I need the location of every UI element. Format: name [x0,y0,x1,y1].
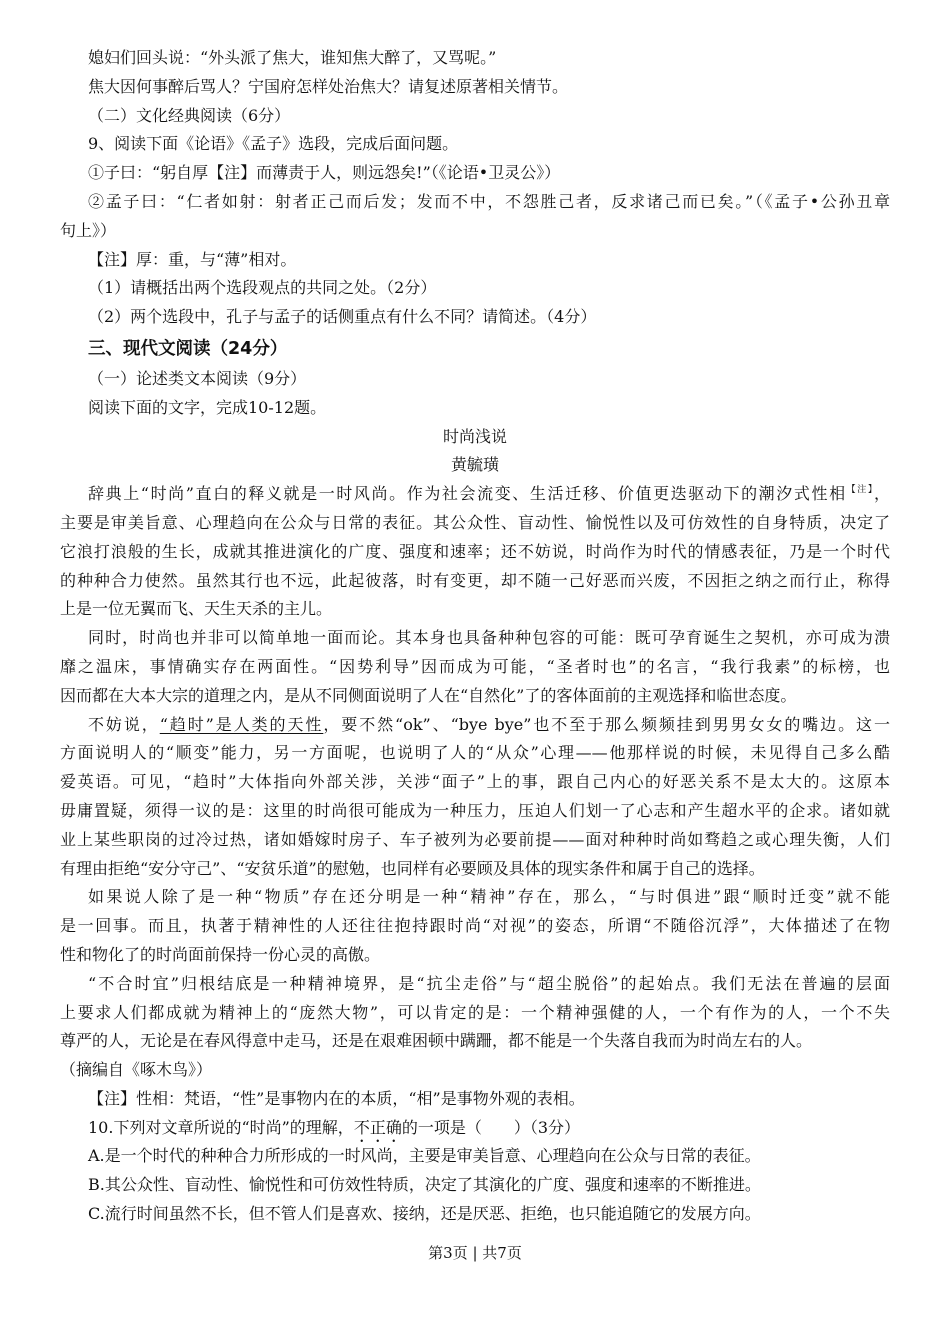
text-line: 焦大因何事醉后骂人？宁国府怎样处治焦大？请复述原著相关情节。 [88,76,569,96]
question-line [60,73,890,102]
question-line [60,246,890,275]
question-line [60,274,890,303]
question-line [60,1114,890,1143]
text-line: 上是一位无翼而飞、天生天杀的主儿。 [60,599,333,619]
text-line: A.是一个时代的种种合力所形成的一时风尚，主要是审美旨意、心理趋向在公众与日常的表征。 [88,1146,761,1166]
paragraph [60,480,890,624]
text-line: 业上某些职岗的过冷过热，诸如婚嫁时房子、车子被列为必要前提——面对种种时尚如骛趋之或心理失衡，人们 [60,829,890,849]
source-note [60,1056,890,1085]
text-line: 【注】性相：梵语，“性”是事物内在的本质，“相”是事物外观的表相。 [88,1088,585,1108]
text-line: B.其公众性、盲动性、愉悦性和可仿效性特质，决定了其演化的广度、强度和速率的不断推进。 [88,1175,761,1195]
question-line [60,394,890,423]
text-line: 三、现代文阅读（24分） [88,338,288,359]
text-line: 靡之温床，事情确实存在两面性。“因势利导”因而成为可能，“圣者时也”的名言，“我行我素”的标榜，也 [60,656,890,676]
text-line: 【注】厚：重，与“薄”相对。 [88,249,297,269]
text-line: （2）两个选段中，孔子与孟子的话侧重点有什么不同？请简述。（4分） [88,307,597,327]
text-line: 句上》） [60,220,117,240]
text-line: 它浪打浪般的生长，成就其推进演化的广度、强度和速率；还不妨说，时尚作为时代的情感表征，乃是一个时代 [60,541,890,561]
question-line [60,1085,890,1114]
text-line [60,711,890,740]
document-body [60,44,890,1229]
text-line: 时尚浅说 [442,426,507,446]
paragraph [60,970,890,1056]
text-line: （1）请概括出两个选段观点的共同之处。（2分） [88,278,437,298]
paragraph [60,711,890,884]
text-line: 爱英语。可见，“趋时”大体指向外部关涉，关涉“面子”上的事，跟自己内心的好恶关系不是太大的。这原本 [60,772,890,792]
text-line: 方面说明人的“顺变”能力，另一方面呢，也说明了人的“从众”心理——他那样说的时候，未见得自己多么酷 [60,743,890,763]
text-line: ①子曰：“躬自厚【注】而薄责于人，则远怨矣!”（《论语•卫灵公》） [88,163,561,183]
question-line [60,130,890,159]
text-segment: 辞典上“时尚”直白的释义就是一时风尚。作为社会流变、生活迁移、价值更迭驱动下的潮汐式性相 [88,484,847,504]
text-line: 性和物化了的时尚面前保持一份心灵的高傲。 [60,944,381,964]
text-segment: ，要不然“ok”、“bye bye”也不至于那么频频挂到男男女女的嘴边。这一 [323,714,890,734]
question-line [60,1142,890,1171]
question-line [60,44,890,73]
question-line [60,365,890,394]
text-segment: 不妨说， [88,714,160,734]
text-line: C.流行时间虽然不长，但不管人们是喜欢、接纳，还是厌恶、拒绝，也只能追随它的发展方向。 [88,1204,761,1224]
paragraph [60,883,890,969]
emphasis-dotted-text: 不正确 [353,1117,402,1137]
text-line: 9、阅读下面《论语》《孟子》选段，完成后面问题。 [88,134,459,154]
text-line: 黄毓璜 [450,455,499,475]
text-line: ②孟子曰：“仁者如射：射者正己而后发；发而不中，不怨胜己者，反求诸己而已矣。”（《孟子•公孙丑章 [88,191,890,211]
text-line: 上要求人们都成就为精神上的“庞然大物”，可以肯定的是：一个精神强健的人，一个有作为的人，一个不失 [60,1002,890,1022]
text-line: （二）文化经典阅读（6分） [88,105,291,125]
underlined-text: “趋时”是人类的天性 [159,714,324,734]
question-line [60,102,890,131]
text-segment: 的一项是（ ）（3分） [401,1117,581,1137]
question-line [60,303,890,332]
text-line: （摘编自《啄木鸟》） [60,1060,213,1080]
text-segment: 10.下列对文章所说的“时尚”的理解， [88,1117,354,1137]
section-heading [60,332,890,365]
text-line: 媳妇们回头说：“外头派了焦大，谁知焦大醉了，又骂呢。” [88,48,497,67]
paragraph [60,624,890,710]
text-line: 阅读下面的文字，完成10-12题。 [88,397,327,417]
text-line: 主要是审美旨意、心理趋向在公众与日常的表征。其公众性、盲动性、愉悦性以及可仿效性的自身特质，决定了 [60,512,890,532]
text-line: 如果说人除了是一种“物质”存在还分明是一种“精神”存在，那么，“与时俱进”跟“顺时迁变”就不能 [88,887,890,907]
text-line: 尊严的人，无论是在春风得意中走马，还是在艰难困顿中蹒跚，都不能是一个失落自我而为时尚左右的人。 [60,1031,813,1051]
article-title [60,451,890,480]
question-line [60,1171,890,1200]
text-line: 的种种合力使然。虽然其行也不远，此起彼落，时有变更，却不随一己好恶而兴废，不因拒之纳之而行止，称得 [60,570,890,590]
footnote-marker: 【注】 [846,485,874,496]
text-line [60,480,890,509]
text-segment: ， [873,484,890,504]
text-line: “不合时宜”归根结底是一种精神境界，是“抗尘走俗”与“超尘脱俗”的起始点。我们无法在普遍的层面 [88,973,890,993]
text-line: 是一回事。而且，执著于精神性的人还往往抱持跟时尚“对视”的姿态，所谓“不随俗沉浮”，大体描述了在物 [60,916,890,936]
article-title [60,423,890,452]
page-footer: 第3页 | 共7页 [428,1244,522,1262]
question-line [60,1200,890,1229]
text-line: （一）论述类文本阅读（9分） [88,368,307,388]
text-line: 因而都在大本大宗的道理之内，是从不同侧面说明了人在“自然化”了的客体面前的主观选择和临世态度。 [60,685,797,705]
text-line [60,1114,890,1143]
text-line: 有理由拒绝“安分守己”、“安贫乐道”的慰勉，也同样有必要顾及具体的现实条件和属于自己的选择。 [60,858,765,878]
text-line: 同时，时尚也并非可以简单地一面而论。其本身也具备种种包容的可能：既可孕育诞生之契机，亦可成为溃 [88,628,890,648]
text-line: 毋庸置疑，须得一议的是：这里的时尚很可能成为一种压力，压迫人们划一了心志和产生超水平的企求。诸如就 [60,800,890,820]
paragraph [60,188,890,246]
question-line [60,159,890,188]
